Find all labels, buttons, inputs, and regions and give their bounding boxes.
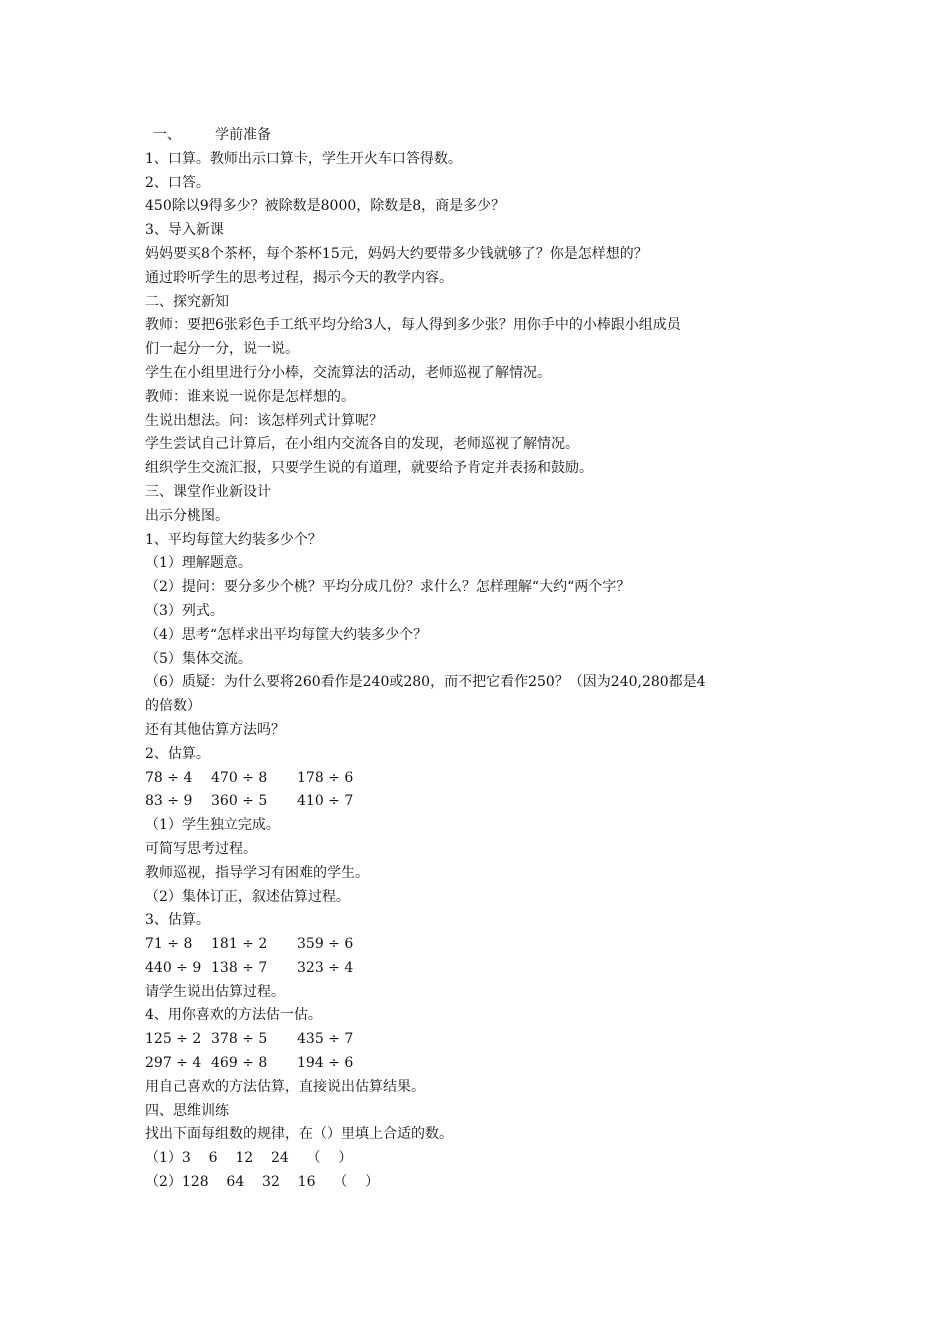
list-item-continuation: 的倍数）	[145, 698, 201, 715]
calc-row	[145, 957, 815, 981]
calc-item: 469 ÷ 8	[211, 1055, 268, 1072]
paragraph: 通过聆听学生的思考过程，揭示今天的教学内容。	[145, 269, 453, 286]
calc-row	[145, 790, 815, 814]
paragraph: 妈妈要买8个茶杯，每个茶杯15元，妈妈大约要带多少钱就够了？你是怎样想的？	[145, 245, 648, 262]
paragraph: 请学生说出估算过程。	[145, 983, 285, 1000]
list-item: （2）集体订正，叙述估算过程。	[145, 888, 350, 905]
paragraph: 教师：要把6张彩色手工纸平均分给3人，每人得到多少张？用你手中的小棒跟小组成员	[145, 317, 681, 334]
sequence-item: （2）128 64 32 16 （ ）	[145, 1174, 380, 1191]
lesson-plan-body	[145, 124, 815, 1195]
calc-item: 181 ÷ 2	[211, 936, 268, 953]
list-item: （1）学生独立完成。	[145, 817, 280, 834]
paragraph: 找出下面每组数的规律，在（）里填上合适的数。	[145, 1126, 453, 1143]
calc-item: 125 ÷ 2	[145, 1031, 202, 1048]
calc-item: 323 ÷ 4	[297, 959, 354, 976]
paragraph: 出示分桃图。	[145, 507, 229, 524]
calc-item: 470 ÷ 8	[211, 769, 268, 786]
calc-item: 297 ÷ 4	[145, 1055, 202, 1072]
calc-row	[145, 767, 815, 791]
sequence-item: （1）3 6 12 24 （ ）	[145, 1150, 353, 1167]
section-heading-preparation	[145, 124, 815, 148]
section-number: 一、	[153, 127, 181, 143]
calc-item: 360 ÷ 5	[211, 793, 268, 810]
subheading: 1、平均每筐大约装多少个？	[145, 531, 322, 548]
calc-item: 138 ÷ 7	[211, 959, 268, 976]
list-item: （3）列式。	[145, 602, 224, 619]
paragraph: 用自己喜欢的方法估算，直接说出估算结果。	[145, 1078, 425, 1095]
calc-item: 410 ÷ 7	[297, 793, 354, 810]
calc-item: 178 ÷ 6	[297, 769, 354, 786]
paragraph: 学生在小组里进行分小棒，交流算法的活动，老师巡视了解情况。	[145, 364, 551, 381]
section-heading-thinking: 四、思维训练	[145, 1102, 229, 1119]
paragraph: 1、口算。教师出示口算卡，学生开火车口答得数。	[145, 150, 462, 167]
calc-item: 359 ÷ 6	[297, 936, 354, 953]
subheading: 3、估算。	[145, 912, 210, 929]
list-item: （1）理解题意。	[145, 555, 252, 572]
paragraph: 们一起分一分，说一说。	[145, 341, 299, 358]
calc-item: 71 ÷ 8	[145, 936, 193, 953]
subheading: 4、用你喜欢的方法估一估。	[145, 1007, 322, 1024]
paragraph: 450除以9得多少？被除数是8000，除数是8，商是多少？	[145, 198, 506, 215]
paragraph: 2、口答。	[145, 174, 210, 191]
paragraph: 生说出想法。问：该怎样列式计算呢？	[145, 412, 383, 429]
calc-row	[145, 1052, 815, 1076]
list-item: （4）思考“怎样求出平均每筐大约装多少个？	[145, 626, 428, 643]
calc-item: 194 ÷ 6	[297, 1055, 354, 1072]
subheading: 2、估算。	[145, 745, 210, 762]
calc-item: 78 ÷ 4	[145, 769, 193, 786]
paragraph: 还有其他估算方法吗？	[145, 721, 285, 738]
section-title: 学前准备	[215, 127, 271, 143]
calc-item: 440 ÷ 9	[145, 959, 202, 976]
paragraph: 组织学生交流汇报，只要学生说的有道理，就要给予肯定并表扬和鼓励。	[145, 460, 593, 477]
section-heading-explore: 二、探究新知	[145, 293, 229, 310]
paragraph: 可简写思考过程。	[145, 840, 257, 857]
calc-item: 378 ÷ 5	[211, 1031, 268, 1048]
section-heading-homework: 三、课堂作业新设计	[145, 483, 271, 500]
list-item: （5）集体交流。	[145, 650, 252, 667]
calc-row	[145, 1028, 815, 1052]
paragraph: 学生尝试自己计算后，在小组内交流各自的发现，老师巡视了解情况。	[145, 436, 579, 453]
calc-item: 435 ÷ 7	[297, 1031, 354, 1048]
list-item: （2）提问：要分多少个桃？平均分成几份？求什么？怎样理解“大约“两个字？	[145, 579, 631, 596]
paragraph: 教师：谁来说一说你是怎样想的。	[145, 388, 355, 405]
subheading: 3、导入新课	[145, 222, 224, 239]
calc-row	[145, 933, 815, 957]
paragraph: 教师巡视，指导学习有困难的学生。	[145, 864, 369, 881]
list-item: （6）质疑：为什么要将260看作是240或280，而不把它看作250？（因为240,280都是4	[145, 674, 706, 691]
calc-item: 83 ÷ 9	[145, 793, 193, 810]
